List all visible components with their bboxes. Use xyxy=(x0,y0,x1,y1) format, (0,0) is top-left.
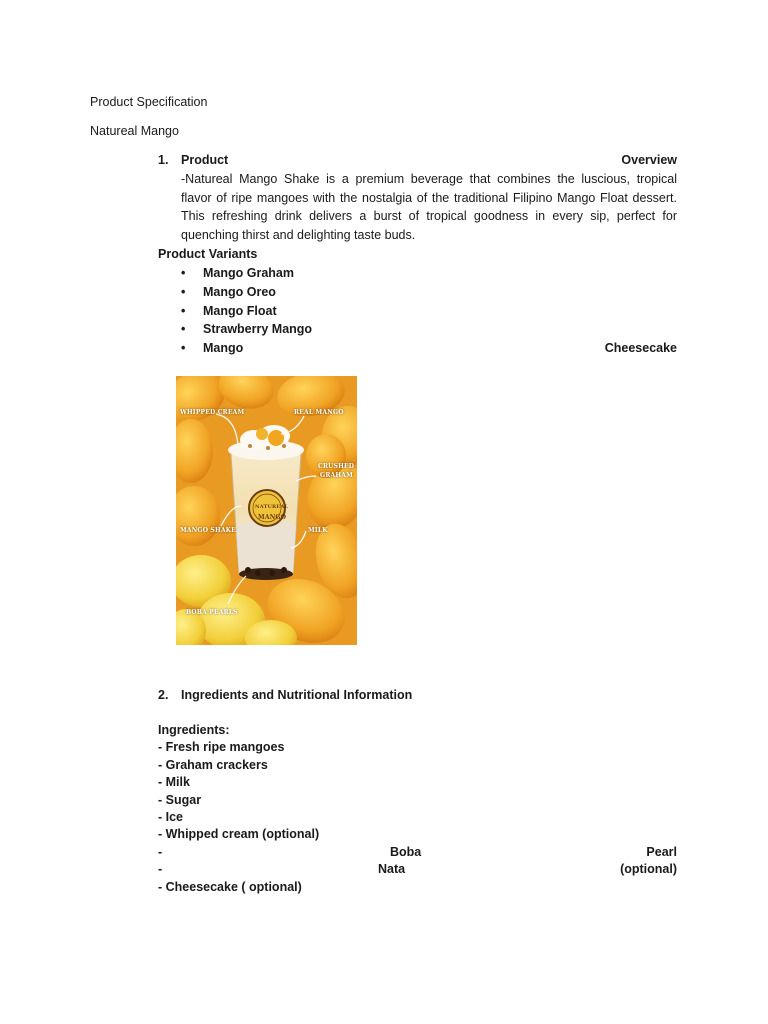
overview-line: -Natureal Mango Shake is a premium beverage that combines the luscious, tropical xyxy=(181,172,677,186)
variant-label: Mango Graham xyxy=(203,266,294,280)
list-item: - Whipped cream (optional) xyxy=(158,827,320,842)
list-item: - Ice xyxy=(158,810,184,825)
badge-line2: MANGO xyxy=(258,514,287,521)
overview-line: flavor of ripe mangoes with the nostalgia of the traditional Filipino Mango Float dessert. xyxy=(181,190,677,205)
label-real-mango: REAL MANGO xyxy=(294,409,344,416)
label-crushed: CRUSHED xyxy=(318,463,355,470)
label-mango-shake: MANGO SHAKE xyxy=(180,527,236,534)
list-item xyxy=(181,320,677,339)
list-item xyxy=(181,283,677,302)
document-title: Product Specification xyxy=(90,95,208,109)
list-item xyxy=(181,264,677,283)
variant-label-right: Cheesecake xyxy=(604,341,677,356)
section1-heading-right: Overview xyxy=(621,153,677,167)
list-item xyxy=(181,302,677,321)
bullet: • xyxy=(181,303,186,318)
optional-word: (optional) xyxy=(620,862,677,877)
label-milk: MILK xyxy=(308,527,328,534)
ingredients-list xyxy=(158,722,677,896)
bullet: • xyxy=(181,284,186,299)
bullet: • xyxy=(181,266,186,280)
variant-label: Mango Oreo xyxy=(203,284,276,299)
label-whipped-cream: WHIPPED CREAM xyxy=(180,409,245,416)
list-item-boba xyxy=(158,844,677,861)
overview-paragraph xyxy=(181,170,677,244)
badge-line1: NATUREAL xyxy=(255,504,289,510)
list-item: - Milk xyxy=(158,775,190,790)
section1-heading-left: Product xyxy=(181,153,229,167)
bullet: • xyxy=(181,322,186,337)
product-name: Natureal Mango xyxy=(90,124,179,138)
ingredients-heading: Ingredients: xyxy=(158,723,230,737)
variant-label: Strawberry Mango xyxy=(203,322,313,337)
list-item xyxy=(181,339,677,358)
nata-word: Nata xyxy=(378,862,406,877)
label-graham: GRAHAM xyxy=(320,472,353,479)
list-item-nata xyxy=(158,861,677,878)
variants-heading: Product Variants xyxy=(158,247,258,261)
list-item: - Graham crackers xyxy=(158,757,268,772)
boba-word: Boba xyxy=(390,844,422,859)
product-image xyxy=(176,376,357,645)
variants-list xyxy=(181,264,677,358)
pearl-word: Pearl xyxy=(646,844,677,859)
dash: - xyxy=(158,844,163,859)
variant-label: Mango Float xyxy=(203,303,277,318)
variant-label-left: Mango xyxy=(203,341,244,356)
dash: - xyxy=(158,862,163,877)
list-item: - Cheesecake ( optional) xyxy=(158,879,302,894)
list-item: - Fresh ripe mangoes xyxy=(158,740,285,755)
section1-heading xyxy=(181,151,677,170)
list-item: - Sugar xyxy=(158,792,202,807)
label-boba-pearls: BOBA PEARLS xyxy=(186,609,238,616)
bullet: • xyxy=(181,341,186,356)
overview-line: quenching thirst and delighting taste buds. xyxy=(181,227,416,242)
section1-number: 1. xyxy=(158,153,169,167)
section2-number: 2. xyxy=(158,688,169,702)
section2-heading: Ingredients and Nutritional Information xyxy=(181,688,413,702)
overview-line: This refreshing drink delivers a burst of tropical goodness in every sip, perfect for xyxy=(181,209,677,223)
